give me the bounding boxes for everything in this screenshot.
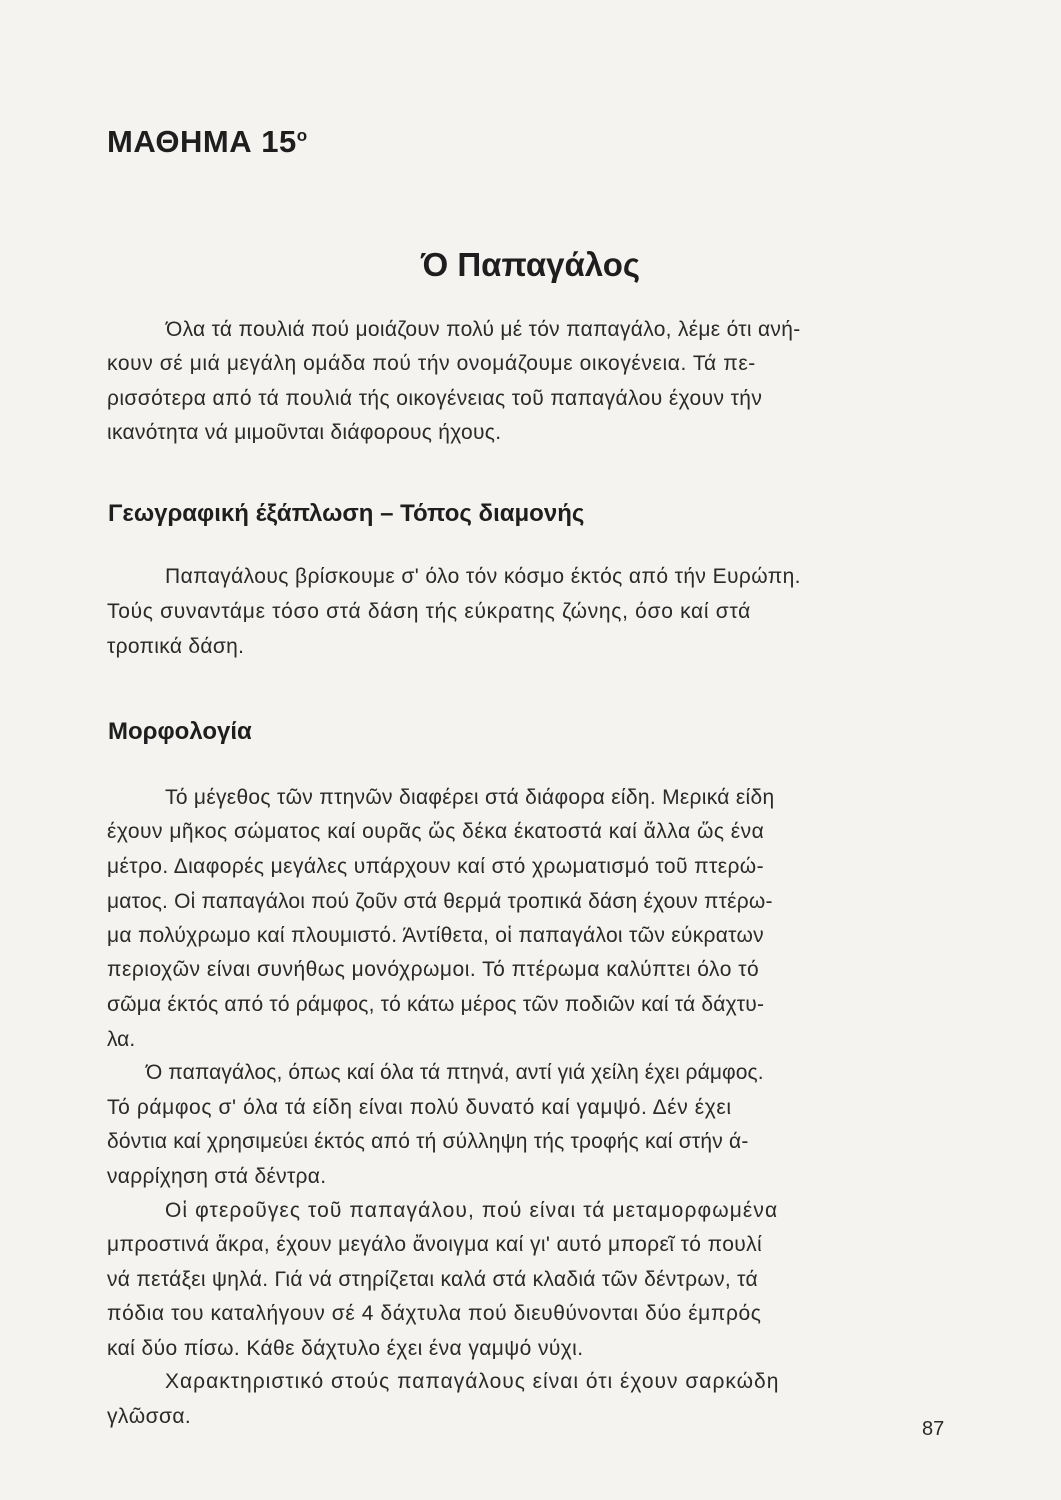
text-line: Παπαγάλους βρίσκουμε σ' όλο τόν κόσμο έκτός από τήν Ευρώπη. <box>165 565 801 588</box>
page-number: 87 <box>922 1418 945 1440</box>
text-line: ναρρίχηση στά δέντρα. <box>107 1165 327 1188</box>
text-line: Τό ράμφος σ' όλα τά είδη είναι πολύ δυνατό καί γαμψό. Δέν έχει <box>107 1096 732 1119</box>
text-line: Όλα τά πουλιά πού μοιάζουν πολύ μέ τόν παπαγάλο, λέμε ότι ανή- <box>166 318 801 341</box>
text-line: πόδια του καταλήγουν σέ 4 δάχτυλα πού διευθύνονται δύο έμπρός <box>107 1302 762 1325</box>
lesson-label-ordinal: ο <box>296 126 308 145</box>
text-line: μέτρο. Διαφορές μεγάλες υπάρχουν καί στό χρωματισμό τοῦ πτερώ- <box>107 855 764 878</box>
text-line: μα πολύχρωμο καί πλουμιστό. Άντίθετα, οἱ παπαγάλοι τῶν εύκρατων <box>107 924 764 947</box>
text-line: έχουν μῆκος σώματος καί ουρᾶς ὥς δέκα έκατοστά καί ἄλλα ὥς ένα <box>107 820 765 843</box>
text-line: ικανότητα νά μιμοῦνται διάφορους ήχους. <box>107 421 502 444</box>
text-line: δόντια καί χρησιμεύει έκτός από τή σύλληψη τής τροφής καί στήν ά- <box>107 1130 749 1153</box>
section-heading-geography: Γεωγραφική έξάπλωση – Τόπος διαμονής <box>108 500 585 527</box>
text-line: κουν σέ μιά μεγάλη ομάδα πού τήν ονομάζουμε οικογένεια. Τά πε- <box>107 352 756 375</box>
page-title: Ό Παπαγάλος <box>420 246 641 283</box>
lesson-label-text: ΜΑΘΗΜΑ 15 <box>107 124 297 159</box>
lesson-label <box>107 124 308 160</box>
text-line: νά πετάξει ψηλά. Γιά νά στηρίζεται καλά στά κλαδιά τῶν δέντρων, τά <box>107 1268 758 1291</box>
text-line: τροπικά δάση. <box>107 635 245 658</box>
text-line: καί δύο πίσω. Κάθε δάχτυλο έχει ένα γαμψό νύχι. <box>107 1337 584 1360</box>
text-line: περιοχῶν είναι συνήθως μονόχρωμοι. Τό πτέρωμα καλύπτει όλο τό <box>107 958 760 981</box>
text-line: Οἱ φτεροῦγες τοῦ παπαγάλου, πού είναι τά μεταμορφωμένα <box>165 1199 779 1222</box>
text-line: Τούς συναντάμε τόσο στά δάση τής εύκρατης ζώνης, όσο καί στά <box>107 600 751 623</box>
text-line: σῶμα έκτός από τό ράμφος, τό κάτω μέρος τῶν ποδιῶν καί τά δάχτυ- <box>107 993 765 1016</box>
text-line: ματος. Οἱ παπαγάλοι πού ζοῦν στά θερμά τροπικά δάση έχουν πτέρω- <box>107 890 773 913</box>
text-line: Χαρακτηριστικό στούς παπαγάλους είναι ότι έχουν σαρκώδη <box>165 1370 780 1393</box>
text-line: λα. <box>107 1028 136 1051</box>
text-line: Τό μέγεθος τῶν πτηνῶν διαφέρει στά διάφορα είδη. Μερικά είδη <box>165 786 775 809</box>
text-line: Ό παπαγάλος, όπως καί όλα τά πτηνά, αντί γιά χείλη έχει ράμφος. <box>146 1061 764 1084</box>
text-line: μπροστινά ἄκρα, έχουν μεγάλο ἄνοιγμα καί γι' αυτό μπορεῖ τό πουλί <box>107 1233 763 1256</box>
text-line: ρισσότερα από τά πουλιά τής οικογένειας τοῦ παπαγάλου έχουν τήν <box>107 387 763 410</box>
section-heading-morphology: Μορφολογία <box>108 718 252 745</box>
text-line: γλῶσσα. <box>107 1405 192 1428</box>
